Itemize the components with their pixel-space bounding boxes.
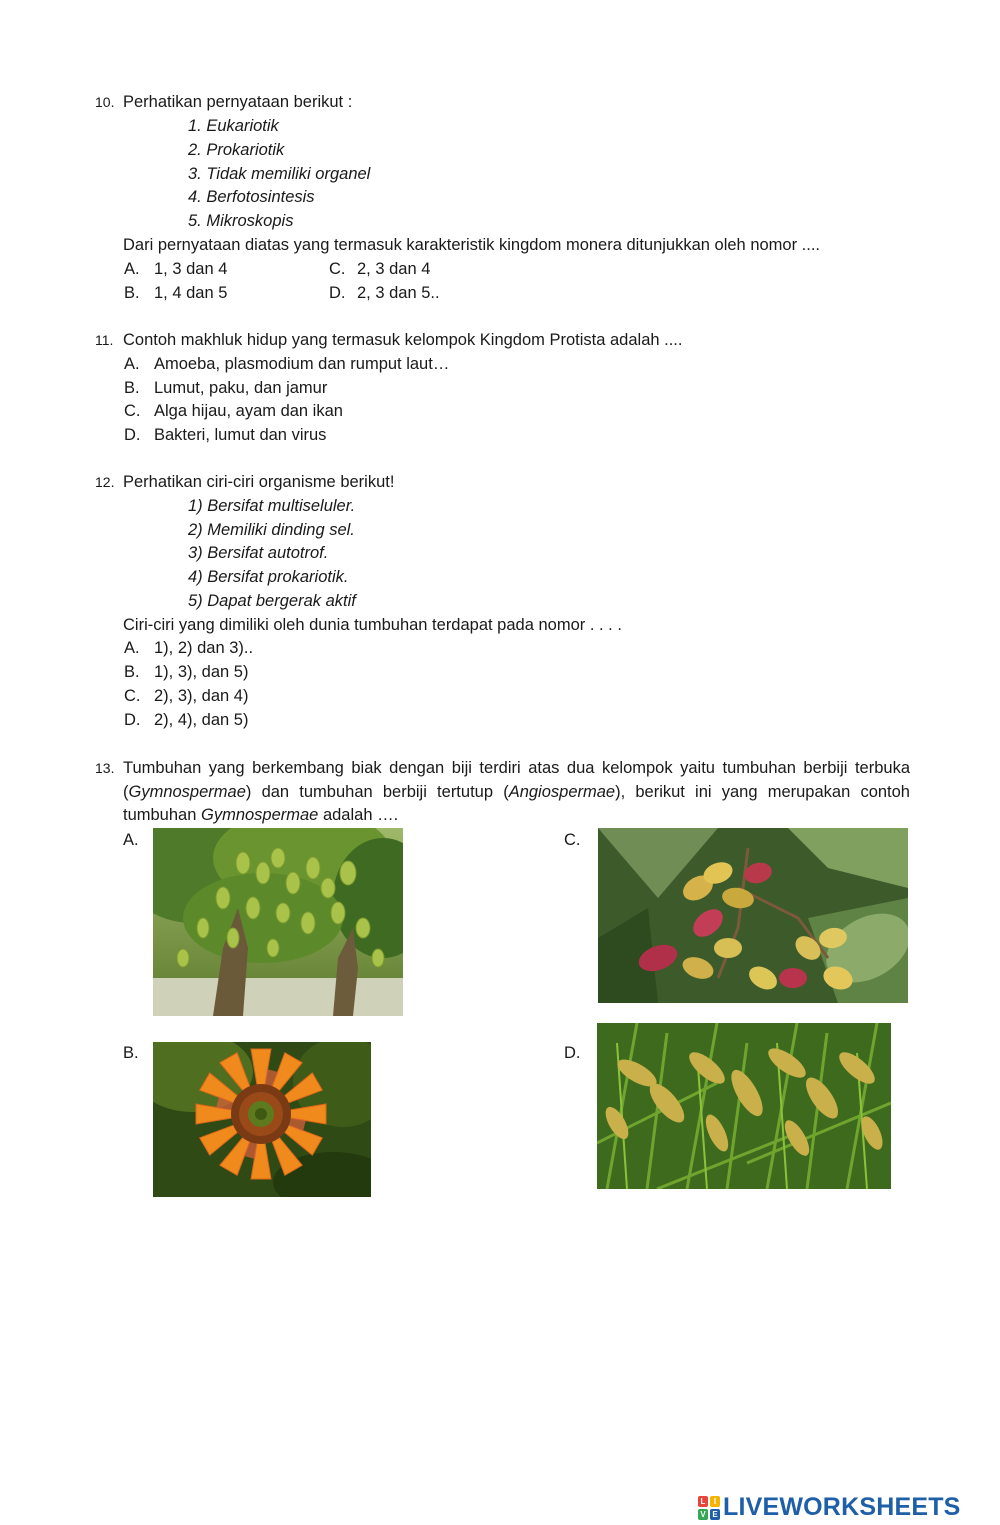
q12-stem: Perhatikan ciri-ciri organisme berikut!	[123, 473, 395, 491]
q12-item: 5) Dapat bergerak aktif	[188, 592, 356, 610]
q10-item: 1. Eukariotik	[188, 117, 279, 135]
q10-number: 10.	[95, 94, 115, 110]
q12-option-a[interactable]: A. 1), 2) dan 3)..	[124, 639, 254, 657]
liveworksheets-logo[interactable]	[698, 1491, 961, 1525]
rice-plant-photo[interactable]	[597, 1023, 891, 1189]
q13-option-b-label: B.	[123, 1044, 139, 1062]
q12-option-d[interactable]: D. 2), 4), dan 5)	[124, 711, 249, 729]
q10-option-c[interactable]: C. 2, 3 dan 4	[329, 260, 431, 278]
q10-option-a[interactable]: A. 1, 3 dan 4	[124, 260, 228, 278]
q11-number: 11.	[95, 332, 114, 348]
q10-prompt: Dari pernyataan diatas yang termasuk karakteristik kingdom monera ditunjukkan oleh nomor ....	[123, 236, 821, 254]
q10-option-b[interactable]: B. 1, 4 dan 5	[124, 284, 228, 302]
q10-option-d[interactable]: D. 2, 3 dan 5..	[329, 284, 440, 302]
liveworksheets-logo-icon: L I V E	[698, 1496, 720, 1520]
q12-number: 12.	[95, 474, 115, 490]
q10-item: 2. Prokariotik	[188, 141, 285, 159]
q10-item: 4. Berfotosintesis	[188, 188, 315, 206]
q12-item: 4) Bersifat prokariotik.	[188, 568, 349, 586]
q11-stem: Contoh makhluk hidup yang termasuk kelompok Kingdom Protista adalah ....	[123, 331, 683, 349]
q12-item: 3) Bersifat autotrof.	[188, 544, 329, 562]
q12-item: 1) Bersifat multiseluler.	[188, 497, 356, 515]
q13-number: 13.	[95, 760, 115, 776]
q11-option-a[interactable]: A. Amoeba, plasmodium dan rumput laut…	[124, 355, 450, 373]
q12-option-c[interactable]: C. 2), 3), dan 4)	[124, 687, 249, 705]
orange-coneflower-photo[interactable]	[153, 1042, 371, 1197]
q12-option-b[interactable]: B. 1), 3), dan 5)	[124, 663, 249, 681]
mango-tree-photo[interactable]	[153, 828, 403, 1016]
q10-stem: Perhatikan pernyataan berikut :	[123, 93, 353, 111]
liveworksheets-logo-text: LIVEWORKSHEETS	[723, 1493, 961, 1522]
q13-option-a-label: A.	[123, 831, 139, 849]
q13-option-d-label: D.	[564, 1044, 581, 1062]
q11-option-c[interactable]: C. Alga hijau, ayam dan ikan	[124, 402, 343, 420]
q13-option-c-label: C.	[564, 831, 581, 849]
q10-item: 3. Tidak memiliki organel	[188, 165, 371, 183]
melinjo-fruit-photo[interactable]	[598, 828, 908, 1003]
q11-option-b[interactable]: B. Lumut, paku, dan jamur	[124, 379, 328, 397]
q12-item: 2) Memiliki dinding sel.	[188, 521, 355, 539]
q12-prompt: Ciri-ciri yang dimiliki oleh dunia tumbuhan terdapat pada nomor . . . .	[123, 616, 622, 634]
q10-item: 5. Mikroskopis	[188, 212, 294, 230]
q13-stem: Tumbuhan yang berkembang biak dengan biji terdiri atas dua kelompok yaitu tumbuhan berbiji terbuka (Gymnospermae) dan tumbuhan berbiji tertutup (Angiospermae), berikut ini yang merupakan contoh tumbuhan Gymnospermae adalah ….	[123, 759, 910, 825]
q11-option-d[interactable]: D. Bakteri, lumut dan virus	[124, 426, 327, 444]
